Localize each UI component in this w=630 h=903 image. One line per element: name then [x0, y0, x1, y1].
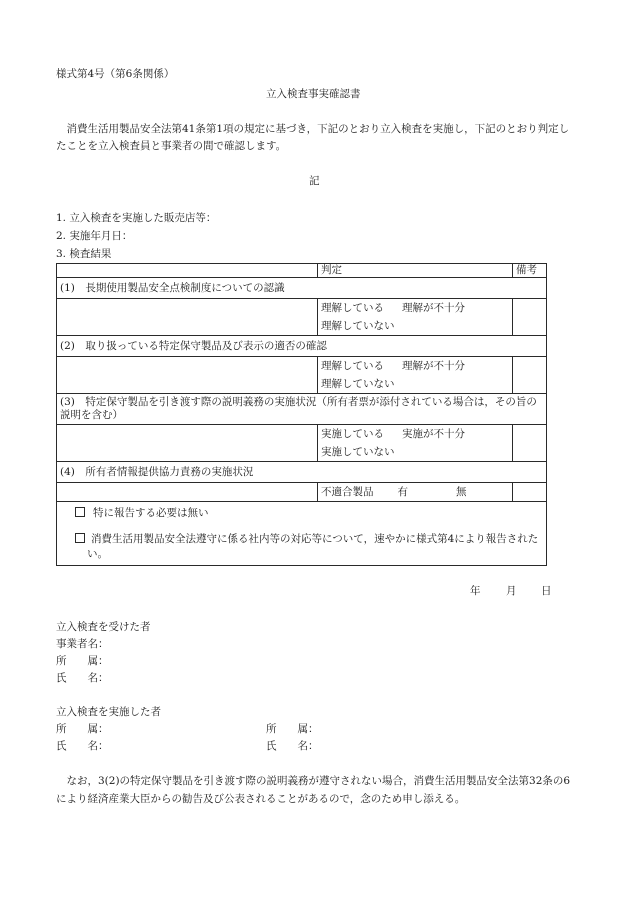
section-3-opt-insufficient: 実施が不十分	[402, 428, 465, 441]
footnote: なお，3(2)の特定保守製品を引き渡す際の説明義務が遵守されない場合，消費生活用製品安全法第32条の6により経済産業大臣からの勧告及び公表されることがあるので，念のため申し添える。	[56, 775, 571, 805]
date-month: 月	[506, 585, 517, 597]
ki-heading: 記	[309, 175, 320, 187]
item-result: 3. 検査結果	[56, 248, 112, 260]
received-heading: 立入検査を受けた者	[56, 621, 151, 633]
section-2-opt-understand: 理解している	[321, 360, 384, 373]
section-3-title-row	[57, 394, 547, 425]
section-1-options-row	[57, 299, 547, 336]
section-4-title-row	[57, 462, 547, 483]
section-4-blank	[57, 483, 318, 502]
conducted-heading: 立入検査を実施した者	[56, 706, 161, 718]
conducted-name-left: 氏 名：	[56, 740, 109, 752]
section-2-blank	[57, 357, 318, 394]
section-3-title: (3) 特定保守製品を引き渡す際の説明義務の実施状況（所有者票が添付されている場合は，その旨の説明を含む）	[57, 394, 547, 425]
section-3-blank	[57, 425, 318, 462]
section-1-opt-understand: 理解している	[321, 302, 384, 315]
section-2-judgement	[318, 357, 513, 394]
conducted-affiliation-left: 所 属：	[56, 723, 109, 735]
check-item-1-label: 特に報告する必要は無い	[93, 507, 209, 520]
section-1-opt-insufficient: 理解が不十分	[402, 302, 465, 315]
section-4-title: (4) 所有者情報提供協力責務の実施状況	[57, 462, 547, 483]
section-1-blank	[57, 299, 318, 336]
conducted-affiliation-right: 所 属：	[266, 723, 319, 735]
received-name: 氏 名：	[56, 672, 109, 684]
check-row	[57, 502, 547, 566]
section-3-opt-not-done: 実施していない	[321, 446, 395, 459]
inspection-result-table	[56, 263, 547, 566]
form-number: 様式第4号（第6条関係）	[56, 68, 175, 80]
section-2-opt-not-understand: 理解していない	[321, 378, 395, 391]
conducted-name-right: 氏 名：	[266, 740, 319, 752]
header-judgement: 判定	[318, 264, 513, 278]
section-3-remarks	[513, 425, 547, 462]
checkbox-square-icon[interactable]	[75, 507, 85, 517]
section-2-opt-insufficient: 理解が不十分	[402, 360, 465, 373]
section-2-options-row	[57, 357, 547, 394]
checkbox-square-icon[interactable]	[75, 533, 85, 543]
table-header-row	[57, 264, 547, 278]
section-4-options-row	[57, 483, 547, 502]
received-affiliation: 所 属：	[56, 655, 109, 667]
section-1-title: (1) 長期使用製品安全点検制度についての認識	[57, 278, 547, 299]
section-3-judgement	[318, 425, 513, 462]
section-4-remarks	[513, 483, 547, 502]
intro-paragraph: 消費生活用製品安全法第41条第1項の規定に基づき，下記のとおり立入検査を実施し，下記のとおり判定したことを立入検査員と事業者の間で確認します。	[56, 123, 570, 152]
check-cell	[57, 502, 547, 566]
section-1-judgement	[318, 299, 513, 336]
section-2-remarks	[513, 357, 547, 394]
section-2-title: (2) 取り扱っている特定保守製品及び表示の適否の確認	[57, 336, 547, 357]
received-company: 事業者名：	[56, 638, 109, 650]
section-4-opt-yes: 有	[397, 486, 408, 499]
section-1-opt-not-understand: 理解していない	[321, 320, 395, 333]
check-item-1	[57, 506, 540, 524]
section-2-title-row	[57, 336, 547, 357]
date-day: 日	[541, 585, 552, 597]
check-item-2-label: 消費生活用製品安全法遵守に係る社内等の対応等について，速やかに様式第4により報告されたい。	[87, 533, 539, 561]
section-4-nonconforming-label: 不適合製品	[321, 486, 374, 499]
section-1-title-row	[57, 278, 547, 299]
section-1-remarks	[513, 299, 547, 336]
item-store: 1. 立入検査を実施した販売店等：	[56, 212, 217, 224]
date-year: 年	[470, 585, 481, 597]
item-date: 2. 実施年月日：	[56, 230, 133, 242]
section-4-opt-no: 無	[456, 486, 467, 499]
section-3-opt-done: 実施している	[321, 428, 384, 441]
header-remarks: 備考	[513, 264, 547, 278]
section-3-options-row	[57, 425, 547, 462]
header-empty-cell	[57, 264, 318, 278]
document-title: 立入検査事実確認書	[266, 88, 361, 100]
check-item-2	[57, 532, 540, 562]
section-4-judgement	[318, 483, 513, 502]
